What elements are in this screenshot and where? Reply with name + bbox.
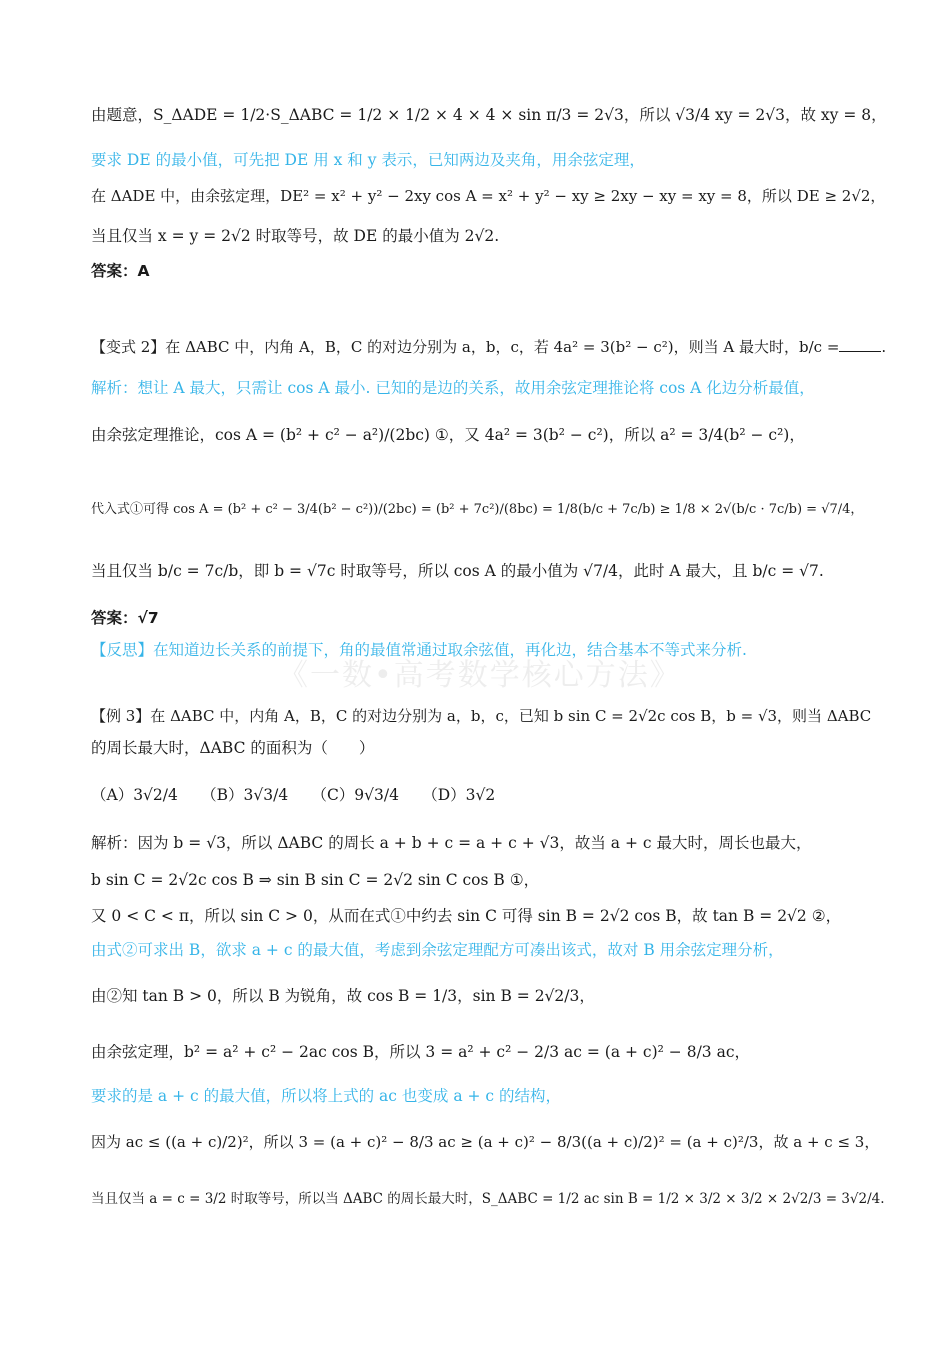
answer-blank xyxy=(839,337,881,352)
line-7: 由余弦定理推论，cos A = (b² + c² − a²)/(2bc) ①，又 4a² = 3(b² − c²)，所以 a² = 3/4(b² − c²)， xyxy=(91,426,805,444)
variant-2-problem: 【变式 2】在 ΔABC 中，内角 A，B，C 的对边分别为 a，b，c，若 4a² = 3(b² − c²)，则当 A 最大时，b/c = . xyxy=(91,338,887,356)
answer-2: 答案：√7 xyxy=(91,609,159,627)
line-17: 又 0 < C < π，所以 sin C > 0，从而在式①中约去 sin C 可得 sin B = 2√2 cos B，故 tan B = 2√2 ②， xyxy=(91,907,842,925)
line-21-hint: 要求的是 a + c 的最大值，所以将上式的 ac 也变成 a + c 的结构， xyxy=(91,1087,562,1105)
line-1: 由题意，S_ΔADE = 1/2·S_ΔABC = 1/2 × 1/2 × 4 × 4 × sin π/3 = 2√3，所以 √3/4 xy = 2√3，故 xy = 8， xyxy=(91,106,887,124)
line-2-hint: 要求 DE 的最小值，可先把 DE 用 x 和 y 表示，已知两边及夹角，用余弦定理， xyxy=(91,151,645,169)
line-22: 因为 ac ≤ ((a + c)/2)²，所以 3 = (a + c)² − 8/3 ac ≥ (a + c)² − 8/3((a + c)/2)² = (a + c)²/3，故 a + c ≤ 3， xyxy=(91,1133,880,1151)
line-6-hint: 解析：想让 A 最大，只需让 cos A 最小. 已知的是边的关系，故用余弦定理推论将 cos A 化边分析最值， xyxy=(91,379,815,397)
line-3: 在 ΔADE 中，由余弦定理，DE² = x² + y² − 2xy cos A = x² + y² − xy ≥ 2xy − xy = xy = 8，所以 DE ≥ 2√2， xyxy=(91,187,886,205)
line-16: b sin C = 2√2c cos B ⇒ sin B sin C = 2√2 sin C cos B ①， xyxy=(91,871,540,889)
variant-2-text: 【变式 2】在 ΔABC 中，内角 A，B，C 的对边分别为 a，b，c，若 4a² = 3(b² − c²)，则当 A 最大时，b/c = xyxy=(91,338,840,356)
example-3-problem-cont: 的周长最大时，ΔABC 的面积为（ ） xyxy=(91,739,375,757)
line-20: 由余弦定理，b² = a² + c² − 2ac cos B，所以 3 = a² + c² − 2/3 ac = (a + c)² − 8/3 ac， xyxy=(91,1043,751,1061)
line-19: 由②知 tan B > 0，所以 B 为锐角，故 cos B = 1/3，sin B = 2√2/3， xyxy=(91,987,595,1005)
line-9: 当且仅当 b/c = 7c/b，即 b = √7c 时取等号，所以 cos A 的最小值为 √7/4，此时 A 最大，且 b/c = √7. xyxy=(91,562,824,580)
watermark: 《一数•高考数学核心方法》 xyxy=(278,658,682,693)
line-23: 当且仅当 a = c = 3/2 时取等号，所以当 ΔABC 的周长最大时，S_ΔABC = 1/2 ac sin B = 1/2 × 3/2 × 3/2 × 2√2/3 = 3√2/4. xyxy=(91,1191,885,1207)
answer-1: 答案：A xyxy=(91,262,150,280)
reflection: 【反思】在知道边长关系的前提下，角的最值常通过取余弦值，再化边，结合基本不等式来分析. xyxy=(91,641,747,659)
line-15: 解析：因为 b = √3，所以 ΔABC 的周长 a + b + c = a + c + √3，故当 a + c 最大时，周长也最大， xyxy=(91,834,812,852)
example-3-options: （A）3√2/4 （B）3√3/4 （C）9√3/4 （D）3√2 xyxy=(91,786,496,804)
line-8: 代入式①可得 cos A = (b² + c² − 3/4(b² − c²))/(2bc) = (b² + 7c²)/(8bc) = 1/8(b/c + 7c/b) ≥ 1/8 × 2√(b/c · 7c/b) = √7/4， xyxy=(91,502,864,517)
line-18-hint: 由式②可求出 B，欲求 a + c 的最大值，考虑到余弦定理配方可凑出该式，故对 B 用余弦定理分析， xyxy=(91,941,784,959)
line-4: 当且仅当 x = y = 2√2 时取等号，故 DE 的最小值为 2√2. xyxy=(91,227,500,245)
example-3-problem: 【例 3】在 ΔABC 中，内角 A，B，C 的对边分别为 a，b，c，已知 b sin C = 2√2c cos B，b = √3，则当 ΔABC xyxy=(91,707,872,725)
